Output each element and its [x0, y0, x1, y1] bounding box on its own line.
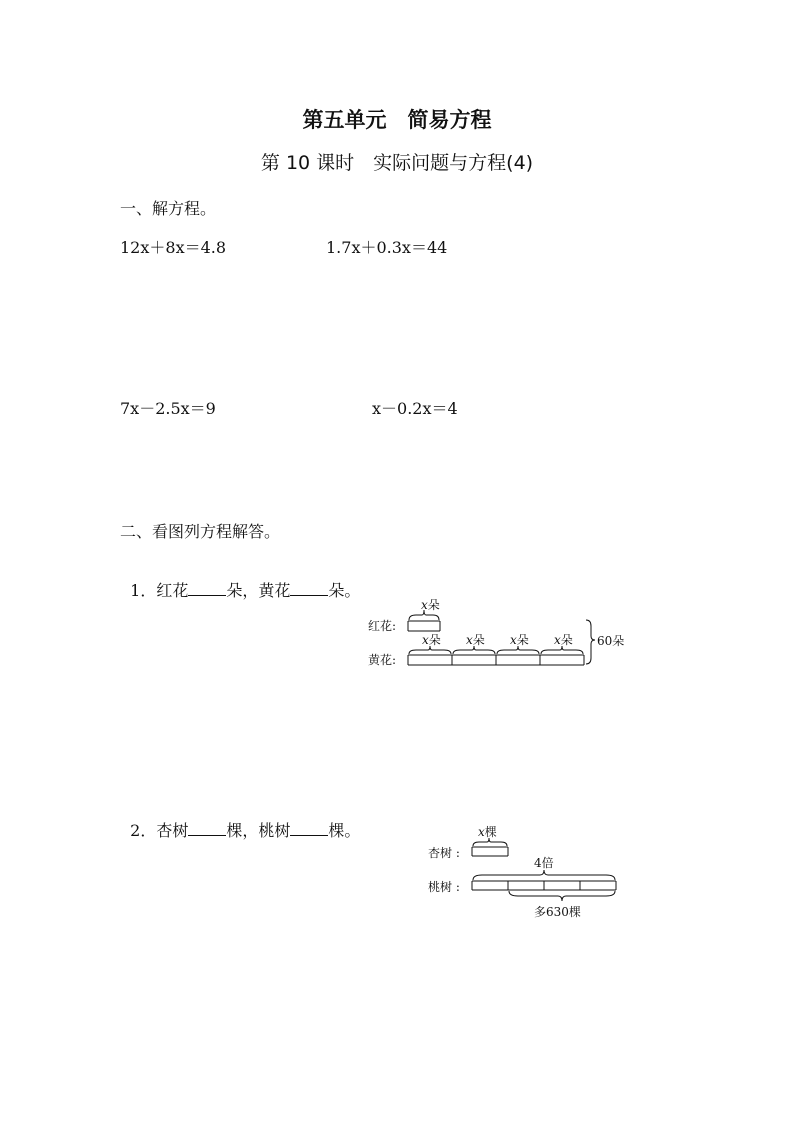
more-label: 多630棵 [534, 905, 581, 919]
problem2-prefix: 2．杏树 [130, 821, 189, 840]
red-flower-x-label: x朵 [421, 598, 440, 612]
tree-diagram [420, 822, 630, 922]
equation-4: x－0.2x＝4 [372, 399, 458, 418]
equation-2: 1.7x＋0.3x＝44 [326, 238, 448, 257]
apricot-answer-blank[interactable] [188, 821, 226, 836]
problem2-question [120, 799, 360, 841]
flower-diagram [360, 596, 640, 676]
peach-answer-blank[interactable] [290, 821, 328, 836]
flower-total-label: 60朵 [597, 634, 625, 648]
section1-heading: 一、解方程。 [120, 199, 217, 218]
red-flower-label: 红花: [368, 619, 397, 633]
peach-label: 桃树 : [428, 880, 460, 894]
yellow-flower-answer-blank[interactable] [290, 581, 328, 596]
yellow-flower-label: 黄花: [368, 653, 397, 667]
apricot-label: 杏树 : [428, 846, 460, 860]
problem1-suffix: 朵。 [328, 581, 361, 600]
apricot-x-label: x棵 [478, 825, 497, 839]
lesson-title: 第 10 课时 实际问题与方程(4) [260, 152, 534, 174]
unit-title: 第五单元 简易方程 [302, 108, 492, 132]
problem2-mid: 棵，桃树 [226, 821, 291, 840]
problem1-question [120, 559, 360, 601]
yellow-x-label-1: x朵 [422, 633, 441, 647]
equation-3: 7x－2.5x＝9 [120, 399, 216, 418]
problem2-suffix: 棵。 [328, 821, 361, 840]
problem1-prefix: 1．红花 [130, 581, 189, 600]
section2-heading: 二、看图列方程解答。 [120, 522, 281, 541]
yellow-x-label-2: x朵 [466, 633, 485, 647]
problem1-mid: 朵，黄花 [226, 581, 291, 600]
equation-1: 12x＋8x＝4.8 [120, 238, 227, 257]
yellow-x-label-4: x朵 [554, 633, 573, 647]
times-label: 4倍 [534, 856, 554, 870]
red-flower-answer-blank[interactable] [188, 581, 226, 596]
yellow-x-label-3: x朵 [510, 633, 529, 647]
